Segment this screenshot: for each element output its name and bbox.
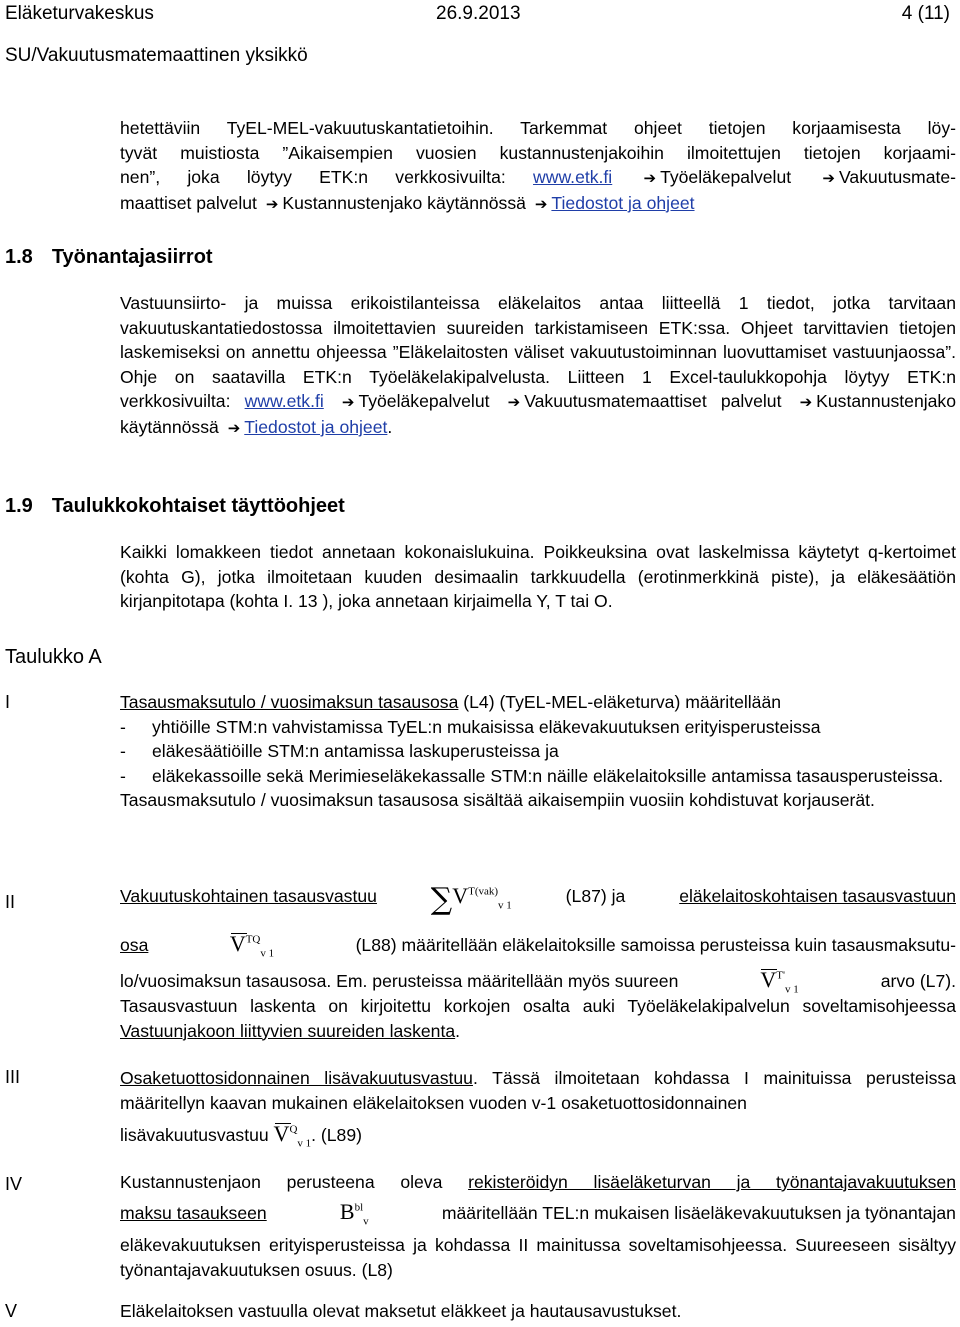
header-page: 4 (11) [901,3,950,24]
item-ii-line-3: lo/vuosimaksun tasausosa. Em. perusteissa määritellään myös suureen $V^{T'}_{v 1}$ arvo (L7). [120,967,956,996]
item-iv-numeral: IV [5,1174,23,1194]
intro-line-4: maattiset palvelut ➔ Kustannustenjako käytännössä ➔ Tiedostot ja ohjeet [120,192,695,213]
formula-sum-v: $\sum V^{T(vak)}_{v 1}$ [430,882,512,917]
item-ii-line-2: osa $V^{TQ}_{v 1}$ (L88) määritellään eläkelaitoksille samoissa perusteissa kuin tasausmaksutu- [120,931,956,960]
intro-line-2: tyvät muistiosta ”Aikaisempien vuosien kustannustenjakoihin ilmoitettujen tietojen korjaami- [120,142,956,163]
arrow-icon: ➔ [822,169,835,188]
link-www-etk-2[interactable]: www.etk.fi [244,391,324,412]
item-iv-line-2: maksu tasaukseen $B^{bl}_v$ määritellään TEL:n mukaisen lisäeläkevakuutuksen ja työnantajan [120,1199,956,1228]
item-iv-line-1: Kustannustenjaon perusteena oleva rekisteröidyn lisäeläketurvan ja työnantajavakuutuksen [120,1172,956,1192]
arrow-icon: ➔ [341,393,355,412]
item-ii-line-4: Tasausvastuun laskenta on kirjoitettu korkojen osalta auki Työeläkelakipalvelun soveltamisohjeessa Vastuunjakoon liittyvien suureiden laskenta. [120,996,956,1041]
header-unit: SU/Vakuutusmatemaattinen yksikkö [5,45,308,66]
item-iii-last-line: lisävakuutusvastuu $V^Q_{v 1}$. (L89) [120,1121,362,1150]
list-item: - eläkesäätiöille STM:n antamissa laskuperusteissa ja [120,741,559,762]
section-1-8-text: Vastuunsiirto- ja muissa erikoistilanteissa eläkelaitos antaa liitteellä 1 tiedot, jotka tarvitaan vakuutuskantatiedostossa ilmoitettavien suureiden tarkistamiseen ETK:ssa. Ohjeet tarvittavien tietojen laskemiseksi on annettu ohjeessa ”Eläkelaitosten väliset vakuutustoiminnan luovuttamiset vastuunjaossa”. Ohje on saatavilla ETK:n Työeläkelakipalvelusta. Liitteen 1 Excel-taulukkopohja löytyy ETK:n verkkosivuilta: www.etk.fi ➔ Työeläkepalvelut ➔ Vakuutusmatemaattiset palvelut ➔ Kustannustenjako käytännössä ➔ Tiedostot ja ohjeet. [120,293,957,437]
intro-line-1: hetettäviin TyEL-MEL-vakuutuskantatietoihin. Tarkemmat ohjeet tietojen korjaamisesta löy- [120,118,956,138]
section-1-9-text: Kaikki lomakkeen tiedot annetaan kokonaislukuina. Poikkeuksina ovat laskelmissa käytetyt q-kertoimet (kohta G), jotka ilmoitetaan kuuden desimaalin tarkkuudella (erotinmerkkinä piste), ja eläkesäätiön kirjanpitotapa (kohta I. 13 ), joka annetaan kirjaimella Y, T tai O. [120,542,956,612]
item-iii-text: Osaketuottosidonnainen lisävakuutusvastuu. Tässä ilmoitetaan kohdassa I mainituissa perusteissa määritellyn kaavan mukainen eläkelaitoksen vuoden v-1 osaketuottosidonnainen [120,1068,956,1113]
arrow-icon: ➔ [534,194,548,213]
item-ii-line-1: Vakuutuskohtainen tasausvastuu $\sum V^{T(vak)}_{v 1}$ (L87) ja eläkelaitoskohtaisen tasausvastuun [120,882,956,917]
header-date: 26.9.2013 [436,3,521,24]
arrow-icon: ➔ [227,418,241,437]
link-www-etk[interactable]: www.etk.fi [533,167,613,188]
item-ii-numeral: II [5,892,16,912]
list-item: - eläkekassoille sekä Merimieseläkekassalle STM:n näille eläkelaitoksille antamissa tasausperusteissa. [120,765,944,786]
arrow-icon: ➔ [799,393,813,412]
link-vastuunjako[interactable]: Vastuunjakoon liittyvien suureiden laskenta [120,1020,456,1041]
formula-v-t1: $V^{T'}_{v 1}$ [760,967,799,996]
table-a-heading: Taulukko A [5,646,102,668]
arrow-icon: ➔ [643,169,657,188]
item-i-block [120,690,956,813]
section-1-9-heading: 1.9 Taulukkokohtaiset täyttöohjeet [5,495,345,517]
link-tiedostot-ohjeet[interactable]: Tiedostot ja ohjeet [551,192,695,213]
section-1-8-heading: 1.8 Työnantajasiirrot [5,246,213,268]
arrow-icon: ➔ [265,194,279,213]
item-v-numeral: V [5,1301,18,1321]
item-i-title: Tasausmaksutulo / vuosimaksun tasausosa (L4) (TyEL-MEL-eläketurva) määritellään [120,692,782,712]
item-v-text: Eläkelaitoksen vastuulla olevat maksetut eläkkeet ja hautausavustukset. [120,1301,682,1321]
link-tiedostot-ohjeet-2[interactable]: Tiedostot ja ohjeet [244,416,388,437]
formula-b-bl: $B^{bl}_v$ [339,1199,369,1228]
intro-paragraph [120,116,956,216]
item-i-numeral: I [5,692,11,712]
item-iii-numeral: III [5,1067,21,1087]
item-iv-line-3: eläkevakuutuksen erityisperusteissa ja kohdassa II mainitussa soveltamisohjeessa. Suureeseen sisältyy työnantajavakuutuksen osuus. (L8) [120,1235,956,1280]
formula-v-tq: $V^{TQ}_{v 1}$ [229,931,275,960]
item-i-text: Tasausmaksutulo / vuosimaksun tasausosa sisältää aikaisempiin vuosiin kohdistuvat korjauserät. [120,790,875,811]
arrow-icon: ➔ [507,393,521,412]
intro-line-3: nen”, joka löytyy ETK:n verkkosivuilta: www.etk.fi ➔ Työeläkepalvelut ➔ Vakuutusmate- [120,167,957,188]
formula-v-q: $V^Q_{v 1}$ [273,1121,312,1150]
header-org: Eläketurvakeskus [5,3,154,24]
list-item: - yhtiöille STM:n vahvistamissa TyEL:n mukaisissa eläkevakuutuksen erityisperusteissa [120,716,821,737]
